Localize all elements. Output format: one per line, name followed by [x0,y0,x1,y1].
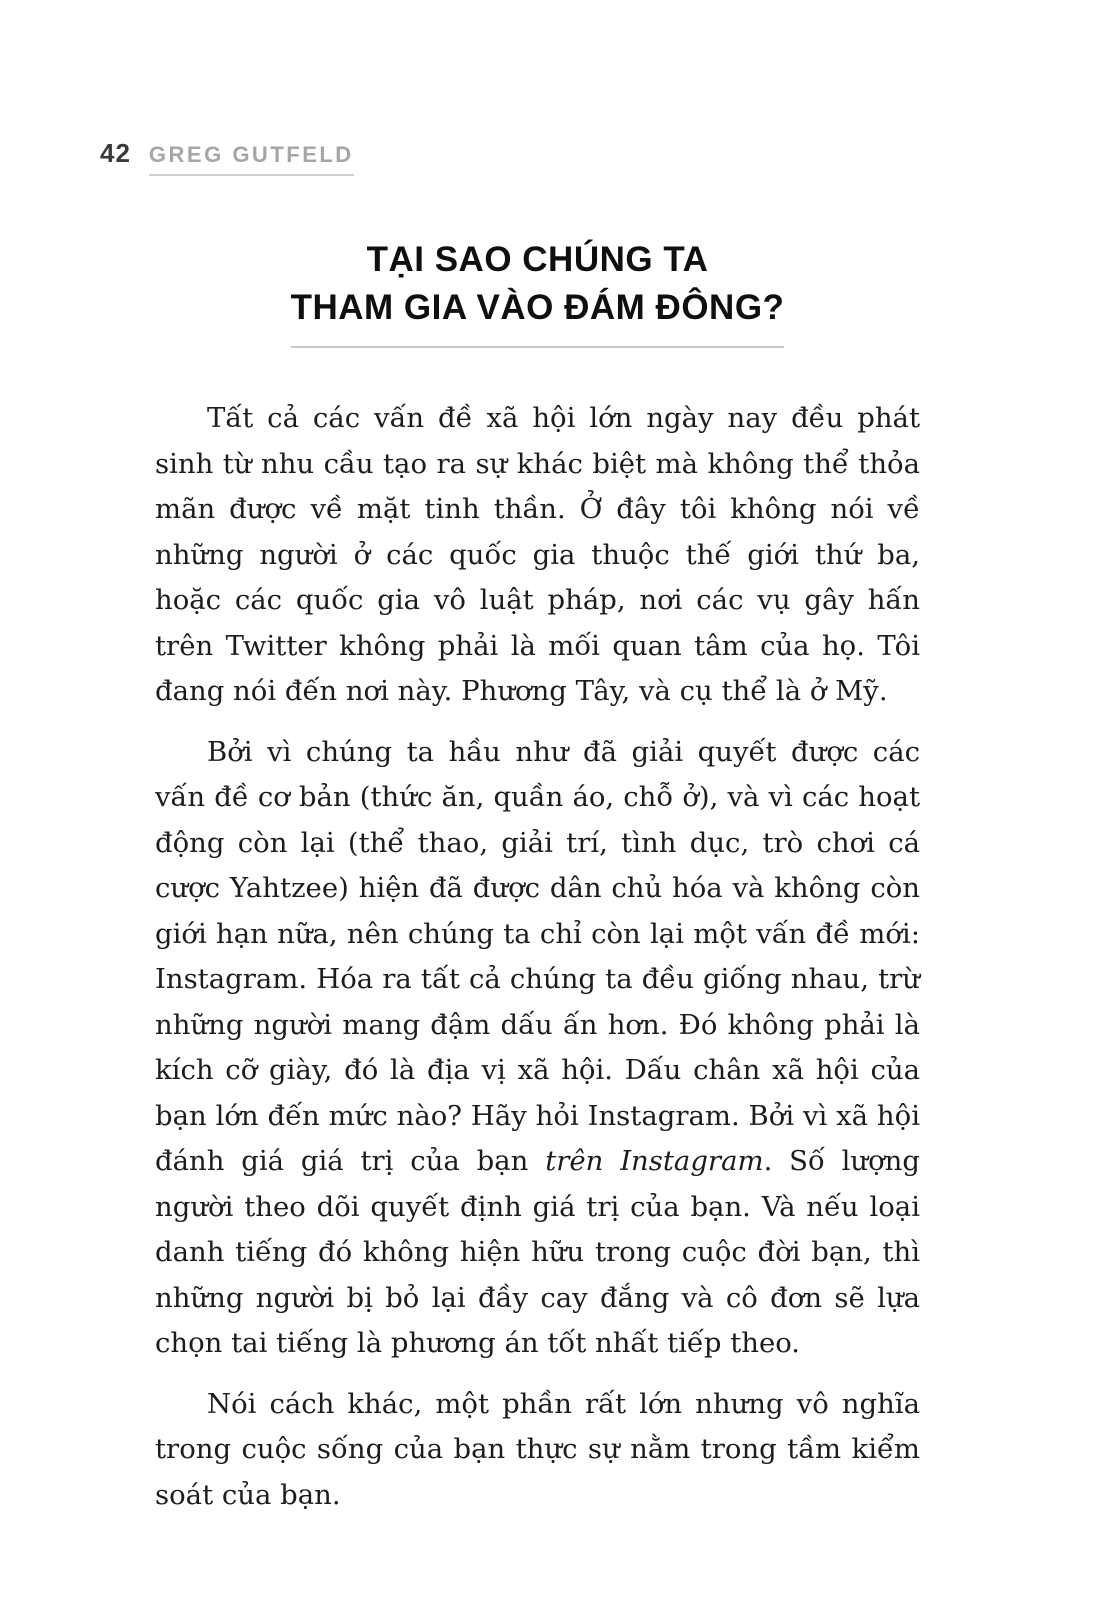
body-text [155,396,920,1518]
paragraph-2 [155,730,920,1367]
paragraph-2-text-a: Bởi vì chúng ta hầu như đã giải quyết được các vấn đề cơ bản (thức ăn, quần áo, chỗ ở), và vì các hoạt động còn lại (thể thao, giải trí, tình dục, trò chơi cá cược Yahtzee) hiện đã được dân chủ hóa và không còn giới hạn nữa, nên chúng ta chỉ còn lại một vấn đề mới: Instagram. Hóa ra tất cả chúng ta đều giống nhau, trừ những người mang đậm dấu ấn hơn. Đó không phải là kích cỡ giày, đó là địa vị xã hội. Dấu chân xã hội của bạn lớn đến mức nào? Hãy hỏi Instagram. Bởi vì xã hội đánh giá giá trị của bạn [155,735,920,1177]
chapter-title [155,236,920,348]
paragraph-3 [155,1382,920,1519]
running-header: GREG GUTFELD [149,142,354,176]
paragraph-1 [155,396,920,715]
paragraph-1-text: Tất cả các vấn đề xã hội lớn ngày nay đều phát sinh từ nhu cầu tạo ra sự khác biệt mà không thể thỏa mãn được về mặt tinh thần. Ở đây tôi không nói về những người ở các quốc gia thuộc thế giới thứ ba, hoặc các quốc gia vô luật pháp, nơi các vụ gây hấn trên Twitter không phải là mối quan tâm của họ. Tôi đang nói đến nơi này. Phương Tây, và cụ thể là ở Mỹ. [155,402,920,707]
paragraph-3-text: Nói cách khác, một phần rất lớn nhưng vô nghĩa trong cuộc sống của bạn thực sự nằm trong tầm kiểm soát của bạn. [155,1387,920,1511]
paragraph-2-text-b: . Số lượng người theo dõi quyết định giá trị của bạn. Và nếu loại danh tiếng đó không hiện hữu trong cuộc đời bạn, thì những người bị bỏ lại đầy cay đắng và cô đơn sẽ lựa chọn tai tiếng là phương án tốt nhất tiếp theo. [155,1145,920,1359]
page-number: 42 [100,138,131,168]
chapter-title-line2: THAM GIA VÀO ĐÁM ĐÔNG? [291,284,785,348]
chapter-title-line1: TẠI SAO CHÚNG TA [366,240,709,279]
page-header [100,138,920,176]
paragraph-2-italic: trên Instagram [545,1145,764,1177]
